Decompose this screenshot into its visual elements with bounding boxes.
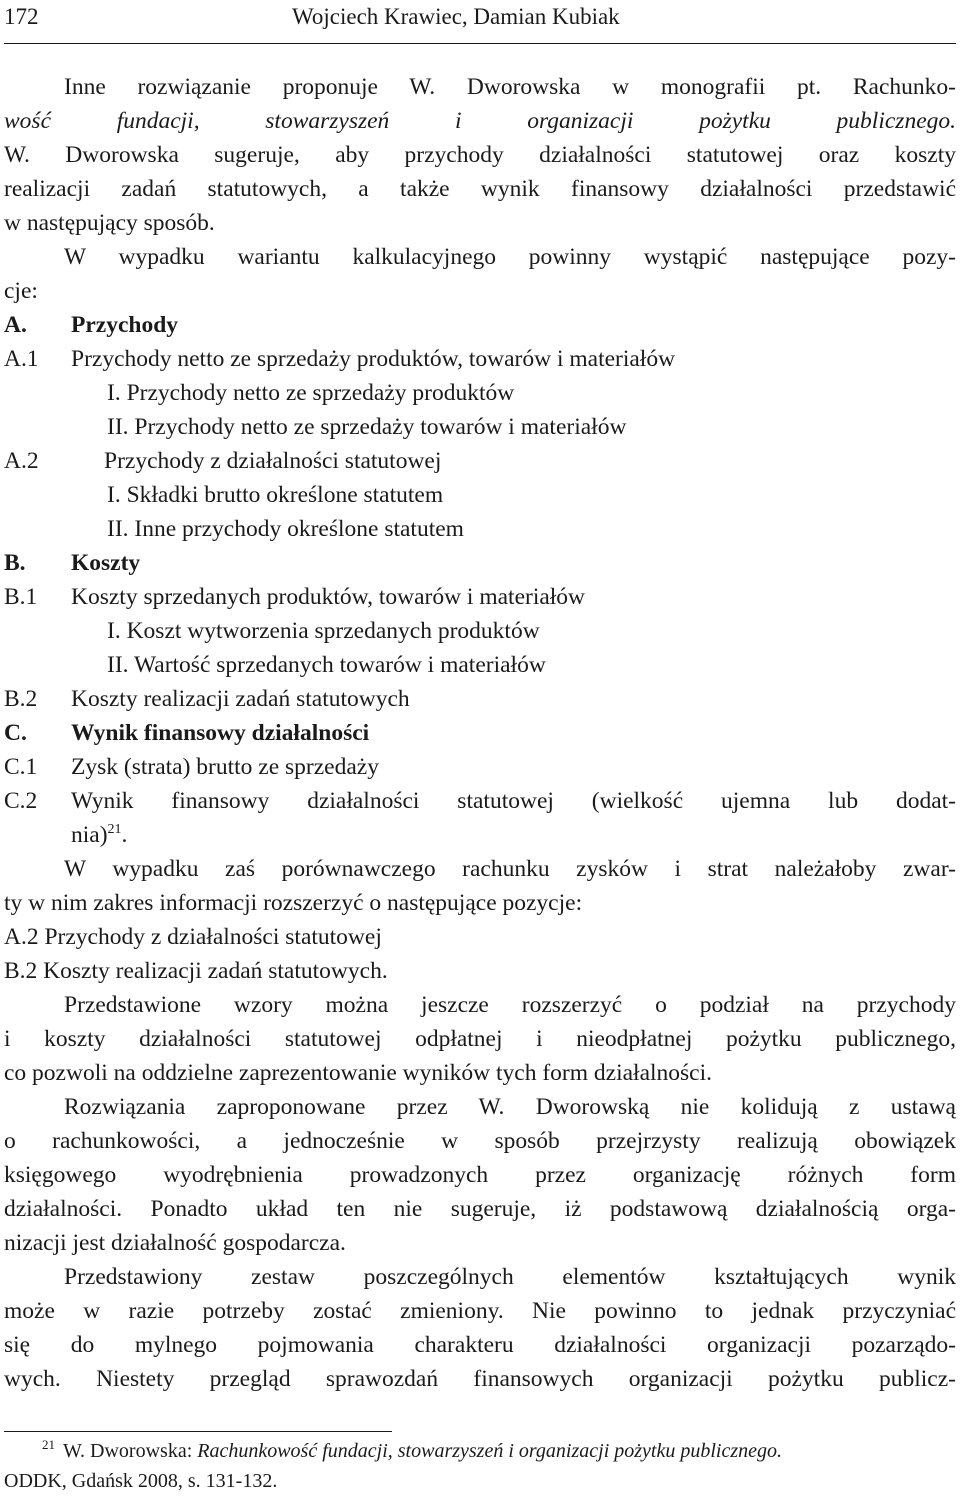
outline-label: A. (4, 312, 27, 338)
text-line: co pozwoli na oddzielne zaprezentowanie wyników tych form działalności. (4, 1060, 713, 1086)
footnote-author: W. Dworowska: (63, 1440, 198, 1462)
outline-subtext: II. Przychody netto ze sprzedaży towarów i materiałów (107, 414, 627, 440)
outline-item-B2 (4, 682, 956, 716)
text-line: realizacji zadań statutowych, a także wynik finansowy działalności przedstawić (4, 176, 956, 202)
outline-label: C.1 (4, 754, 38, 780)
text-line: W. Dworowska sugeruje, aby przychody działalności statutowej oraz koszty (4, 142, 956, 168)
outline-list (4, 308, 956, 852)
outline-label: B.2 (4, 686, 38, 712)
outline-item-C2-cont (4, 818, 956, 852)
outline-subtext: I. Koszt wytworzenia sprzedanych produktów (107, 618, 540, 644)
running-header (4, 2, 956, 38)
outline-text: Wynik finansowy działalności (71, 720, 370, 746)
outline-text: Wynik finansowy działalności statutowej (wielkość ujemna lub dodat- (71, 788, 956, 814)
text-span: W wypadku wariantu kalkulacyjnego powinny wystąpić następujące pozy- (64, 244, 956, 270)
outline-subitem (4, 376, 956, 410)
text-line: w następujący sposób. (4, 210, 215, 236)
outline-text: Przychody netto ze sprzedaży produktów, towarów i materiałów (71, 346, 676, 372)
page-body (4, 70, 956, 1396)
footnote-ref[interactable]: 21 (107, 822, 122, 838)
outline-text: . (121, 822, 128, 848)
paragraph-solutions (4, 1090, 956, 1260)
text-line: księgowego wyodrębnienia prowadzonych przez organizację różnych form (4, 1162, 956, 1188)
outline-subitem (4, 512, 956, 546)
text-line: Przedstawione wzory można jeszcze rozszerzyć o podział na przychody (64, 992, 956, 1018)
outline-text: Przychody z działalności statutowej (104, 448, 442, 474)
book-title-span: wość fundacji, stowarzyszeń i organizacji pożytku publicznego. (4, 108, 956, 134)
outline-item-C2 (4, 784, 956, 818)
comparative-paragraph (4, 852, 956, 988)
header-rule (4, 43, 956, 44)
text-line: ty w nim zakres informacji rozszerzyć o następujące pozycje: (4, 890, 583, 916)
outline-item-A (4, 308, 956, 342)
outline-label: A.2 (4, 448, 39, 474)
outline-item-A2 (4, 444, 956, 478)
text-line (4, 70, 956, 104)
outline-label: B. (4, 550, 26, 576)
text-line: Rozwiązania zaproponowane przez W. Dworowską nie kolidują z ustawą (64, 1094, 956, 1120)
text-line: cje: (4, 278, 38, 304)
footnote-title: Rachunkowość fundacji, stowarzyszeń i organizacji pożytku publicznego. (197, 1440, 783, 1462)
text-line: się do mylnego pojmowania charakteru działalności organizacji pozarządo- (4, 1332, 956, 1358)
outline-label: C. (4, 720, 27, 746)
text-line: A.2 Przychody z działalności statutowej (4, 924, 382, 950)
footnote-number: 21 (42, 1437, 55, 1453)
outline-text: nia) (71, 822, 108, 848)
text-line: o rachunkowości, a jednocześnie w sposób przejrzysty realizują obowiązek (4, 1128, 956, 1154)
outline-label: C.2 (4, 788, 38, 814)
text-span: Inne rozwiązanie proponuje W. Dworowska w monografii pt. Rachunko- (64, 74, 956, 100)
text-line: B.2 Koszty realizacji zadań statutowych. (4, 958, 388, 984)
text-line (4, 240, 956, 274)
text-line: działalności. Ponadto układ ten nie sugeruje, iż podstawową działalnością orga- (4, 1196, 956, 1222)
outline-text: Zysk (strata) brutto ze sprzedaży (71, 754, 379, 780)
outline-text-wrap (71, 784, 956, 818)
outline-subtext: II. Inne przychody określone statutem (107, 516, 464, 542)
text-line (4, 104, 956, 138)
paragraph-extension (4, 988, 956, 1090)
outline-item-C1 (4, 750, 956, 784)
outline-text: Koszty (71, 550, 141, 576)
outline-subtext: I. Składki brutto określone statutem (107, 482, 444, 508)
outline-item-A1 (4, 342, 956, 376)
outline-text: Przychody (71, 312, 179, 338)
outline-label: B.1 (4, 584, 38, 610)
text-line: W wypadku zaś porównawczego rachunku zysków i strat należałoby zwar- (64, 856, 956, 882)
text-line: może w razie potrzeby zostać zmieniony. Nie powinno to jednak przyczyniać (4, 1298, 956, 1324)
outline-text: Koszty realizacji zadań statutowych (71, 686, 410, 712)
intro-paragraph (4, 70, 956, 240)
paragraph-set (4, 1260, 956, 1396)
text-line: wych. Niestety przegląd sprawozdań finansowych organizacji pożytku publicz- (4, 1366, 956, 1392)
outline-text-cont (71, 818, 127, 852)
text-line: Przedstawiony zestaw poszczególnych elementów kształtujących wynik (64, 1264, 956, 1290)
running-header-authors: Wojciech Krawiec, Damian Kubiak (292, 4, 620, 29)
page-number: 172 (4, 4, 39, 29)
outline-subtext: I. Przychody netto ze sprzedaży produktów (107, 380, 515, 406)
outline-subitem (4, 648, 956, 682)
outline-item-B1 (4, 580, 956, 614)
footnote-line: ODDK, Gdańsk 2008, s. 131-132. (4, 1470, 278, 1492)
outline-subitem (4, 614, 956, 648)
outline-subtext: II. Wartość sprzedanych towarów i materiałów (107, 652, 546, 678)
outline-subitem (4, 410, 956, 444)
outline-subitem (4, 478, 956, 512)
outline-text: Koszty sprzedanych produktów, towarów i materiałów (71, 584, 586, 610)
outline-item-C (4, 716, 956, 750)
text-line: nizacji jest działalność gospodarcza. (4, 1230, 346, 1256)
outline-label: A.1 (4, 346, 39, 372)
text-line: i koszty działalności statutowej odpłatnej i nieodpłatnej pożytku publicznego, (4, 1026, 956, 1052)
outline-item-B (4, 546, 956, 580)
variant-paragraph (4, 240, 956, 308)
footnote-rule (4, 1431, 392, 1432)
footnote-line (4, 1436, 956, 1466)
footnote (4, 1436, 956, 1496)
